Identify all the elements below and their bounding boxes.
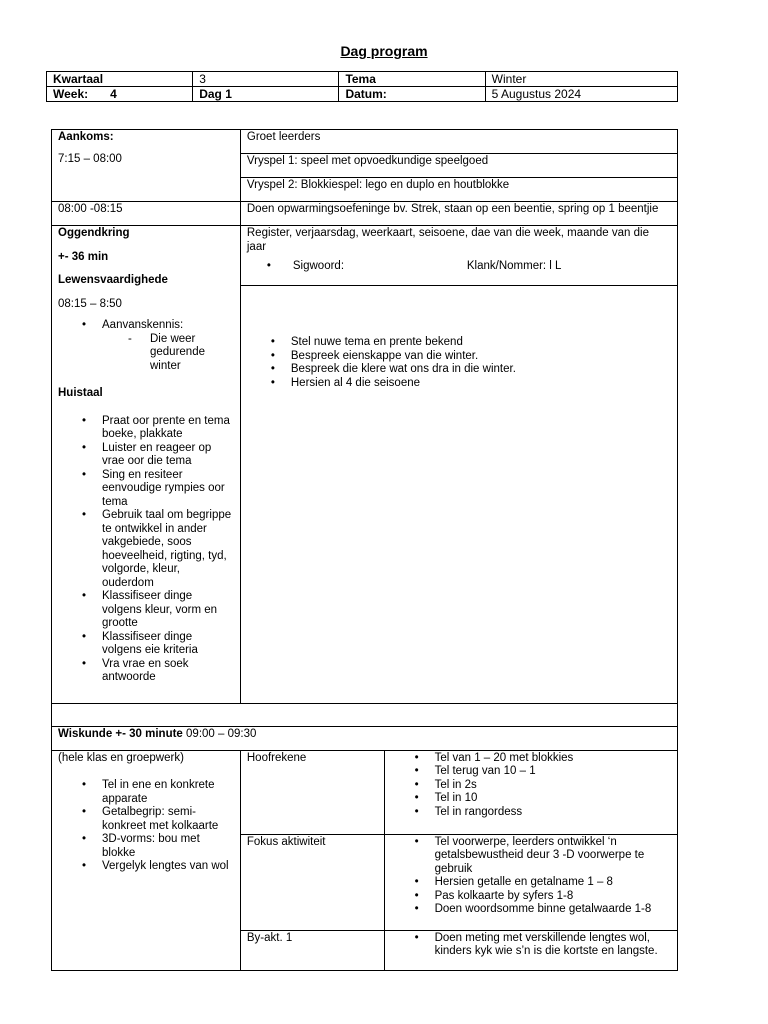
sound-number-label: Klank/Nommer: l L <box>466 260 562 272</box>
theme-value: Winter <box>485 72 677 87</box>
header-table <box>46 71 678 102</box>
prior-knowledge-item: • Aanvanskennis: - Die weer gedurende winter <box>102 319 234 373</box>
arrival-label: Aankoms: <box>58 131 114 143</box>
prior-knowledge-list <box>58 319 234 373</box>
date-value: 5 Augustus 2024 <box>485 87 677 102</box>
page-title: Dag program <box>340 43 428 59</box>
arrival-row-1 <box>52 130 678 154</box>
list-item: • Gebruik taal om begrippe te ontwikkel in ander vakgebiede, soos hoeveelheid, rigting, tyd, volgorde, kleur, ouderdom <box>102 509 234 590</box>
list-item: • Tel in rangordess <box>435 806 671 820</box>
warmup-row <box>52 202 678 226</box>
list-item: • Tel van 1 – 20 met blokkies <box>435 752 671 766</box>
morning-time: 08:15 – 8:50 <box>58 297 122 310</box>
math-row-1 <box>52 750 678 834</box>
list-item: • Doen meting met verskillende lengtes wol, kinders kyk wie s’n is die kortste en langste. <box>435 932 671 959</box>
home-language-list <box>58 415 234 685</box>
warmup-time: 08:00 -08:15 <box>52 202 241 226</box>
morning-duration: +- 36 min <box>58 250 109 263</box>
header-row-1 <box>47 72 678 87</box>
math-heading <box>52 726 678 750</box>
warmup-text: Doen opwarmingsoefeninge bv. Strek, staan op een beentie, spring op 1 beentjie <box>240 202 677 226</box>
list-item: • Vergelyk lengtes van wol <box>102 860 234 874</box>
focus-activity-label: Fokus aktiwiteit <box>240 834 384 930</box>
list-item: • Tel terug van 10 – 1 <box>435 765 671 779</box>
math-left-cell <box>52 750 241 970</box>
date-label: Datum: <box>339 87 485 102</box>
list-item: • Tel in 10 <box>435 792 671 806</box>
focus-activity-list <box>391 836 671 917</box>
week-label: Week: <box>53 87 89 101</box>
by-activity-list <box>391 932 671 959</box>
week-cell <box>47 87 193 102</box>
quarter-value: 3 <box>193 72 339 87</box>
schedule-table <box>51 129 678 971</box>
list-item: • Hersien al 4 die seisoene <box>291 377 671 391</box>
arrival-item-2: Vryspel 1: speel met opvoedkundige speelgoed <box>240 154 677 178</box>
arrival-item-3: Vryspel 2: Blokkiespel: lego en duplo en houtblokke <box>240 178 677 202</box>
header-row-2 <box>47 87 678 102</box>
focus-activity-cell <box>384 834 677 930</box>
list-item: • Praat oor prente en tema boeke, plakkate <box>102 415 234 442</box>
quarter-label: Kwartaal <box>47 72 193 87</box>
morning-cell <box>52 226 241 704</box>
arrival-time: 7:15 – 08:00 <box>58 152 122 165</box>
mental-math-cell <box>384 750 677 834</box>
arrival-item-1: Groet leerders <box>240 130 677 154</box>
arrival-cell <box>52 130 241 202</box>
home-language-label: Huistaal <box>58 387 103 399</box>
list-item: • Vra vrae en soek antwoorde <box>102 658 234 685</box>
activities-cell <box>240 286 677 704</box>
by-activity-cell <box>384 930 677 970</box>
math-left-list <box>58 779 234 874</box>
mental-math-list <box>391 752 671 820</box>
list-item: • Tel in ene en konkrete apparate <box>102 779 234 806</box>
list-item: • Bespreek die klere wat ons dra in die winter. <box>291 363 671 377</box>
list-item: • Klassifiseer dinge volgens kleur, vorm en grootte <box>102 590 234 631</box>
prior-sub-item: - Die weer gedurende winter <box>150 333 234 374</box>
list-item: • Doen woordsomme binne getalwaarde 1-8 <box>435 903 671 917</box>
list-item: • Stel nuwe tema en prente bekend <box>291 336 671 350</box>
sight-word-row: • Sigwoord: Klank/Nommer: l L <box>266 260 562 272</box>
prior-sub-list <box>102 333 234 374</box>
math-heading-time: 09:00 – 09:30 <box>186 727 257 740</box>
group-note: (hele klas en groepwerk) <box>58 751 184 764</box>
list-item: • Tel voorwerpe, leerders ontwikkel ‘n getalsbewustheid deur 3 -D voorwerpe te gebruik <box>435 836 671 877</box>
week-value: 4 <box>110 87 117 101</box>
activities-list <box>247 336 671 390</box>
register-text: Register, verjaarsdag, weerkaart, seisoene, dae van die week, maande van die jaar <box>246 227 649 253</box>
mental-math-label: Hoofrekene <box>240 750 384 834</box>
list-item: • Hersien getalle en getalname 1 – 8 <box>435 876 671 890</box>
math-heading-title: Wiskunde +- 30 minute <box>58 727 183 740</box>
theme-label: Tema <box>339 72 485 87</box>
list-item: • Klassifiseer dinge volgens eie kriteria <box>102 631 234 658</box>
by-activity-label: By-akt. 1 <box>240 930 384 970</box>
day-value: Dag 1 <box>193 87 339 102</box>
morning-label: Oggendkring <box>58 227 130 239</box>
list-item: • 3D-vorms: bou met blokke <box>102 833 234 860</box>
math-heading-row <box>52 726 678 750</box>
sight-word-label: Sigwoord: <box>292 260 345 272</box>
morning-row-1 <box>52 226 678 286</box>
list-item: • Luister en reageer op vrae oor die tema <box>102 442 234 469</box>
list-item: • Tel in 2s <box>435 779 671 793</box>
list-item: • Pas kolkaarte by syfers 1-8 <box>435 890 671 904</box>
list-item: • Getalbegrip: semi-konkreet met kolkaarte <box>102 806 234 833</box>
list-item: • Bespreek eienskappe van die winter. <box>291 350 671 364</box>
life-skills-label: Lewensvaardighede <box>58 274 168 286</box>
register-cell <box>240 226 677 286</box>
list-item: • Sing en resiteer eenvoudige rympies oor tema <box>102 469 234 510</box>
spacer-row <box>52 703 678 726</box>
